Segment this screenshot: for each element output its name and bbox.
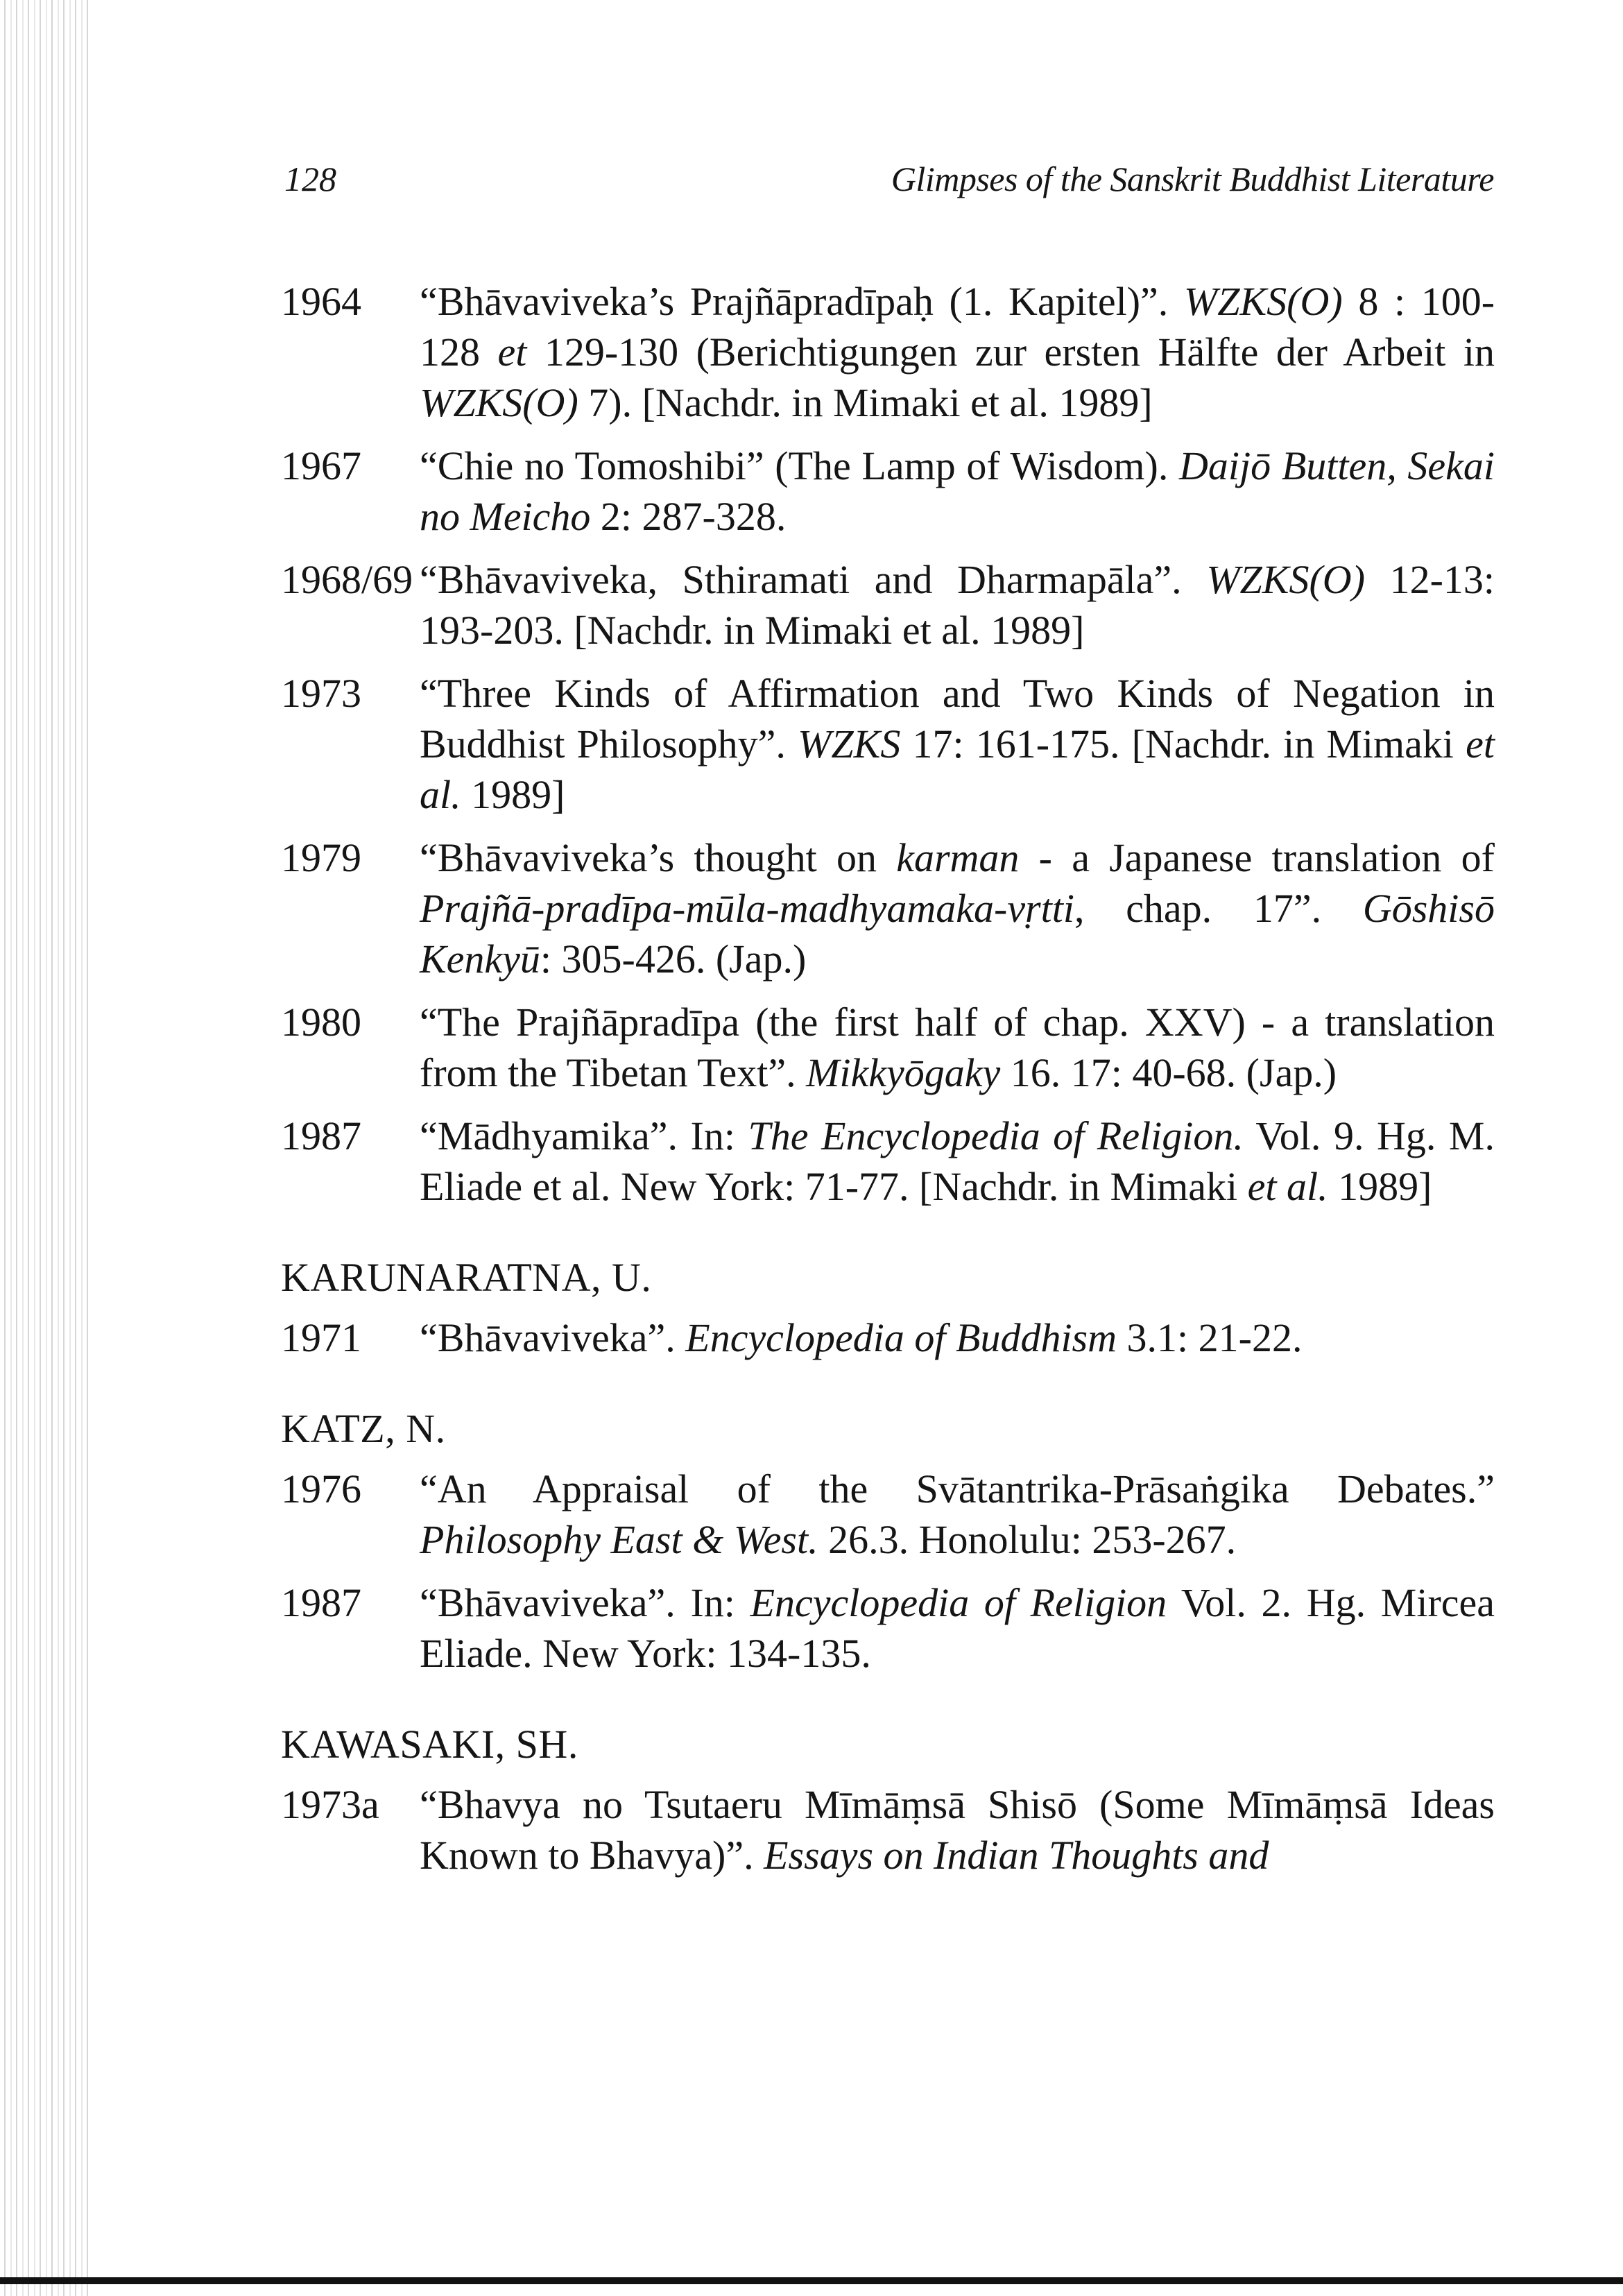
entry-year: 1987 (281, 1580, 361, 1625)
citation-segment: “Bhāvaviveka, Sthiramati and Dharmapāla”. (420, 557, 1207, 602)
bibliography-list (281, 276, 1495, 1893)
entry-citation (420, 276, 1495, 428)
bibliography-entry (281, 554, 1495, 656)
entry-citation (420, 832, 1495, 984)
bibliography-entry (281, 1779, 1495, 1881)
citation-italic-segment: Encyclopedia of Religion (750, 1580, 1167, 1625)
entry-citation (420, 1111, 1495, 1212)
scan-binding-shadow (0, 0, 90, 2296)
entry-citation (420, 440, 1495, 542)
entry-citation (420, 1779, 1495, 1881)
citation-segment: 2: 287-328. (590, 494, 787, 539)
citation-segment: “Bhāvaviveka’s thought on (420, 835, 897, 880)
citation-italic-segment: Essays on Indian Thoughts and (764, 1833, 1269, 1878)
citation-segment: : 305-426. (Jap.) (540, 936, 807, 982)
bibliography-entry (281, 832, 1495, 984)
citation-segment: - a Japanese translation of (1019, 835, 1495, 880)
citation-segment: 26.3. Honolulu: 253-267. (818, 1517, 1237, 1562)
bibliography-entry (281, 668, 1495, 820)
bibliography-entry (281, 440, 1495, 542)
citation-italic-segment: Mikkyōgaky (806, 1050, 1001, 1095)
citation-italic-segment: Prajñā-pradīpa-mūla-madhyamaka-vṛtti (420, 886, 1074, 931)
citation-segment: 12-13: 193-203. [Nachdr. in Mimaki et al. 1989] (420, 557, 1495, 653)
bibliography-entry (281, 1312, 1495, 1363)
author-heading: KARUNARATNA, U. (281, 1255, 652, 1300)
citation-segment: 7). [Nachdr. in Mimaki et al. 1989] (578, 380, 1153, 425)
entry-citation (420, 668, 1495, 820)
entry-citation (420, 554, 1495, 656)
entry-year: 1987 (281, 1113, 361, 1158)
citation-segment: 1989] (461, 772, 565, 817)
entry-year: 1980 (281, 1000, 361, 1045)
page-number: 128 (284, 160, 336, 198)
citation-segment: “Mādhyamika”. In: (420, 1113, 748, 1158)
running-title: Glimpses of the Sanskrit Buddhist Literature (891, 160, 1494, 198)
entry-year: 1971 (281, 1315, 361, 1360)
entry-year: 1979 (281, 835, 361, 880)
author-heading: KATZ, N. (281, 1406, 446, 1451)
entry-year: 1973a (281, 1782, 379, 1827)
citation-segment: 16. 17: 40-68. (Jap.) (1000, 1050, 1337, 1095)
citation-italic-segment: WZKS(O) (1206, 557, 1366, 602)
citation-segment: Vol. 2. Hg. Mircea Eliade. New York: 134-135. (420, 1580, 1495, 1676)
entry-year: 1973 (281, 671, 361, 716)
citation-italic-segment: Encyclopedia of Buddhism (685, 1315, 1117, 1360)
citation-segment: “Three Kinds of Affirmation and Two Kinds of Negation in Buddhist Philosophy”. (420, 671, 1495, 766)
citation-italic-segment: Daijō Butten, Sekai no Meicho (420, 443, 1495, 539)
citation-segment: Vol. 9. Hg. M. Eliade et al. New York: 71-77. [Nachdr. in Mimaki (420, 1113, 1495, 1209)
citation-italic-segment: WZKS(O) (420, 380, 578, 425)
citation-italic-segment: WZKS(O) (1183, 279, 1343, 324)
citation-italic-segment: karman (896, 835, 1020, 880)
citation-segment: 1989] (1328, 1164, 1432, 1209)
citation-segment: 17: 161-175. [Nachdr. in Mimaki (900, 721, 1466, 766)
citation-italic-segment: The Encyclopedia of Religion. (748, 1113, 1244, 1158)
citation-segment: “Bhāvaviveka’s Prajñāpradīpaḥ (1. Kapitel)”. (420, 279, 1184, 324)
citation-italic-segment: et al. (1247, 1164, 1328, 1209)
citation-segment: “Bhāvaviveka”. In: (420, 1580, 750, 1625)
citation-segment: “Chie no Tomoshibi” (The Lamp of Wisdom). (420, 443, 1180, 488)
bibliography-entry (281, 1111, 1495, 1212)
entry-year: 1976 (281, 1466, 361, 1511)
citation-segment: “Bhāvaviveka”. (420, 1315, 686, 1360)
citation-segment: 129-130 (Berichtigungen zur ersten Hälfte der Arbeit in (526, 329, 1495, 375)
entry-citation (420, 997, 1495, 1098)
entry-year: 1968/69 (281, 557, 413, 602)
citation-segment: “Bhavya no Tsutaeru Mīmāṃsā Shisō (Some Mīmāṃsā Ideas Known to Bhavya)”. (420, 1782, 1495, 1878)
bibliography-entry (281, 1577, 1495, 1679)
citation-italic-segment: et al. (420, 721, 1495, 817)
entry-year: 1967 (281, 443, 361, 488)
entry-citation (420, 1312, 1495, 1363)
bibliography-entry (281, 276, 1495, 428)
citation-segment: 8 : 100-128 (420, 279, 1495, 375)
author-heading: KAWASAKI, SH. (281, 1722, 578, 1767)
scan-bottom-edge (0, 2277, 1623, 2284)
entry-citation (420, 1577, 1495, 1679)
bibliography-entry (281, 1464, 1495, 1565)
citation-italic-segment: WZKS (798, 721, 901, 766)
citation-italic-segment: Gōshisō Kenkyū (420, 886, 1495, 982)
citation-segment: “An Appraisal of the Svātantrika-Prāsaṅgika Debates.” (420, 1466, 1495, 1511)
citation-segment: 3.1: 21-22. (1117, 1315, 1303, 1360)
bibliography-entry (281, 997, 1495, 1098)
entry-year: 1964 (281, 279, 361, 324)
entry-citation (420, 1464, 1495, 1565)
citation-italic-segment: et (497, 329, 527, 375)
citation-segment: “The Prajñāpradīpa (the first half of chap. XXV) - a translation from the Tibetan Text”. (420, 1000, 1495, 1095)
citation-segment: , chap. 17”. (1074, 886, 1363, 931)
citation-italic-segment: Philosophy East & West. (420, 1517, 818, 1562)
